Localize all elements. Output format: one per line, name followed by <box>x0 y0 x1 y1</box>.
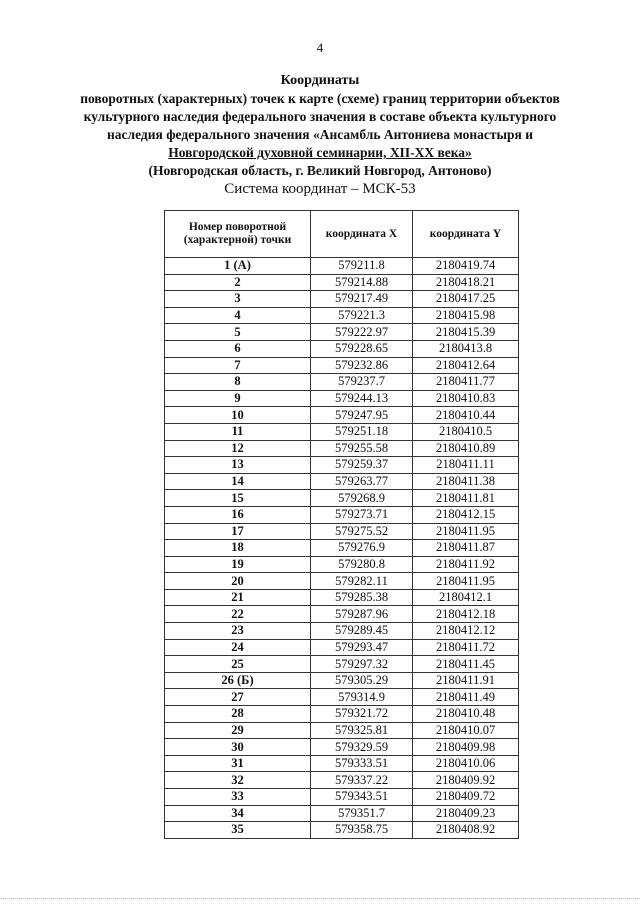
table-row <box>165 722 519 739</box>
bottom-dotted-line <box>0 896 640 899</box>
cell-y: 2180412.12 <box>413 623 519 640</box>
title-line-5: Новгородской духовной семинарии, XII-XX века» <box>168 145 472 160</box>
title-line-6: (Новгородская область, г. Великий Новгород, Антоново) <box>148 163 492 178</box>
cell-x: 579293.47 <box>311 639 413 656</box>
cell-point-number: 6 <box>165 340 311 357</box>
cell-y: 2180409.72 <box>413 789 519 806</box>
cell-point-number: 18 <box>165 540 311 557</box>
title-line-3: культурного наследия федерального значения в составе объекта культурного <box>83 109 557 124</box>
header-y: координата Y <box>413 211 519 258</box>
table-row <box>165 457 519 474</box>
table-row <box>165 656 519 673</box>
table-row <box>165 473 519 490</box>
table-row <box>165 490 519 507</box>
table-row <box>165 672 519 689</box>
cell-y: 2180413.8 <box>413 340 519 357</box>
cell-y: 2180411.95 <box>413 523 519 540</box>
cell-x: 579287.96 <box>311 606 413 623</box>
cell-x: 579222.97 <box>311 324 413 341</box>
cell-y: 2180408.92 <box>413 822 519 839</box>
cell-y: 2180417.25 <box>413 291 519 308</box>
cell-point-number: 12 <box>165 440 311 457</box>
cell-x: 579275.52 <box>311 523 413 540</box>
table-row <box>165 606 519 623</box>
table-row <box>165 789 519 806</box>
document-title <box>60 72 580 198</box>
cell-point-number: 4 <box>165 307 311 324</box>
table-header-row <box>165 211 519 258</box>
cell-y: 2180411.49 <box>413 689 519 706</box>
table-row <box>165 822 519 839</box>
table-row <box>165 556 519 573</box>
cell-point-number: 9 <box>165 390 311 407</box>
cell-x: 579237.7 <box>311 374 413 391</box>
cell-point-number: 26 (Б) <box>165 672 311 689</box>
cell-y: 2180411.45 <box>413 656 519 673</box>
page-number: 4 <box>316 40 324 55</box>
table-row <box>165 540 519 557</box>
cell-point-number: 15 <box>165 490 311 507</box>
cell-x: 579221.3 <box>311 307 413 324</box>
cell-point-number: 14 <box>165 473 311 490</box>
cell-x: 579305.29 <box>311 672 413 689</box>
cell-y: 2180411.92 <box>413 556 519 573</box>
cell-y: 2180411.38 <box>413 473 519 490</box>
table-row <box>165 689 519 706</box>
cell-point-number: 16 <box>165 506 311 523</box>
coordinate-system: Система координат – МСК-53 <box>224 181 416 197</box>
cell-y: 2180411.91 <box>413 672 519 689</box>
cell-y: 2180410.48 <box>413 706 519 723</box>
table-row <box>165 523 519 540</box>
cell-point-number: 35 <box>165 822 311 839</box>
cell-point-number: 33 <box>165 789 311 806</box>
cell-x: 579217.49 <box>311 291 413 308</box>
cell-x: 579337.22 <box>311 772 413 789</box>
table-row <box>165 573 519 590</box>
cell-x: 579276.9 <box>311 540 413 557</box>
cell-x: 579273.71 <box>311 506 413 523</box>
cell-x: 579297.32 <box>311 656 413 673</box>
table-row <box>165 706 519 723</box>
cell-y: 2180410.06 <box>413 755 519 772</box>
cell-x: 579255.58 <box>311 440 413 457</box>
cell-y: 2180418.21 <box>413 274 519 291</box>
title-heading: Координаты <box>280 73 360 88</box>
cell-y: 2180409.23 <box>413 805 519 822</box>
cell-y: 2180410.83 <box>413 390 519 407</box>
title-line-2: поворотных (характерных) точек к карте (схеме) границ территории объектов <box>80 91 560 106</box>
cell-y: 2180411.72 <box>413 639 519 656</box>
cell-y: 2180410.5 <box>413 423 519 440</box>
table-row <box>165 755 519 772</box>
cell-point-number: 7 <box>165 357 311 374</box>
cell-x: 579263.77 <box>311 473 413 490</box>
cell-y: 2180412.15 <box>413 506 519 523</box>
cell-y: 2180411.11 <box>413 457 519 474</box>
cell-y: 2180409.92 <box>413 772 519 789</box>
cell-x: 579251.18 <box>311 423 413 440</box>
cell-point-number: 22 <box>165 606 311 623</box>
cell-y: 2180415.98 <box>413 307 519 324</box>
cell-x: 579321.72 <box>311 706 413 723</box>
table-row <box>165 340 519 357</box>
cell-y: 2180410.44 <box>413 407 519 424</box>
cell-y: 2180411.77 <box>413 374 519 391</box>
cell-x: 579214.88 <box>311 274 413 291</box>
table-row <box>165 639 519 656</box>
cell-point-number: 17 <box>165 523 311 540</box>
table-row <box>165 739 519 756</box>
cell-y: 2180419.74 <box>413 258 519 275</box>
cell-x: 579314.9 <box>311 689 413 706</box>
cell-point-number: 25 <box>165 656 311 673</box>
cell-y: 2180411.81 <box>413 490 519 507</box>
cell-x: 579232.86 <box>311 357 413 374</box>
cell-x: 579329.59 <box>311 739 413 756</box>
cell-x: 579259.37 <box>311 457 413 474</box>
cell-x: 579343.51 <box>311 789 413 806</box>
cell-x: 579282.11 <box>311 573 413 590</box>
cell-x: 579358.75 <box>311 822 413 839</box>
header-x: координата X <box>311 211 413 258</box>
cell-y: 2180411.95 <box>413 573 519 590</box>
header-point-number: Номер поворотной (характерной) точки <box>165 211 311 258</box>
cell-point-number: 1 (А) <box>165 258 311 275</box>
cell-point-number: 3 <box>165 291 311 308</box>
cell-y: 2180415.39 <box>413 324 519 341</box>
table-row <box>165 589 519 606</box>
cell-y: 2180412.1 <box>413 589 519 606</box>
cell-y: 2180409.98 <box>413 739 519 756</box>
cell-point-number: 5 <box>165 324 311 341</box>
table-row <box>165 506 519 523</box>
cell-x: 579325.81 <box>311 722 413 739</box>
cell-point-number: 19 <box>165 556 311 573</box>
cell-point-number: 10 <box>165 407 311 424</box>
table-row <box>165 291 519 308</box>
cell-point-number: 2 <box>165 274 311 291</box>
table-row <box>165 440 519 457</box>
cell-y: 2180410.07 <box>413 722 519 739</box>
cell-point-number: 27 <box>165 689 311 706</box>
cell-point-number: 31 <box>165 755 311 772</box>
table-row <box>165 324 519 341</box>
cell-point-number: 24 <box>165 639 311 656</box>
table-row <box>165 258 519 275</box>
cell-point-number: 28 <box>165 706 311 723</box>
table-row <box>165 423 519 440</box>
cell-point-number: 34 <box>165 805 311 822</box>
table-row <box>165 805 519 822</box>
table-row <box>165 307 519 324</box>
cell-x: 579289.45 <box>311 623 413 640</box>
cell-point-number: 20 <box>165 573 311 590</box>
coordinates-table <box>164 210 519 839</box>
cell-point-number: 13 <box>165 457 311 474</box>
table-row <box>165 357 519 374</box>
table-row <box>165 407 519 424</box>
table-row <box>165 390 519 407</box>
cell-x: 579247.95 <box>311 407 413 424</box>
cell-x: 579285.38 <box>311 589 413 606</box>
cell-y: 2180412.64 <box>413 357 519 374</box>
cell-point-number: 8 <box>165 374 311 391</box>
cell-x: 579244.13 <box>311 390 413 407</box>
cell-point-number: 21 <box>165 589 311 606</box>
cell-point-number: 23 <box>165 623 311 640</box>
cell-point-number: 32 <box>165 772 311 789</box>
cell-x: 579333.51 <box>311 755 413 772</box>
cell-x: 579351.7 <box>311 805 413 822</box>
title-line-4: наследия федерального значения «Ансамбль Антониева монастыря и <box>107 127 533 142</box>
cell-point-number: 11 <box>165 423 311 440</box>
cell-point-number: 29 <box>165 722 311 739</box>
cell-y: 2180411.87 <box>413 540 519 557</box>
table-row <box>165 623 519 640</box>
cell-x: 579280.8 <box>311 556 413 573</box>
cell-y: 2180410.89 <box>413 440 519 457</box>
table-row <box>165 772 519 789</box>
table-row <box>165 274 519 291</box>
cell-y: 2180412.18 <box>413 606 519 623</box>
table-row <box>165 374 519 391</box>
cell-point-number: 30 <box>165 739 311 756</box>
cell-x: 579211.8 <box>311 258 413 275</box>
cell-x: 579268.9 <box>311 490 413 507</box>
cell-x: 579228.65 <box>311 340 413 357</box>
